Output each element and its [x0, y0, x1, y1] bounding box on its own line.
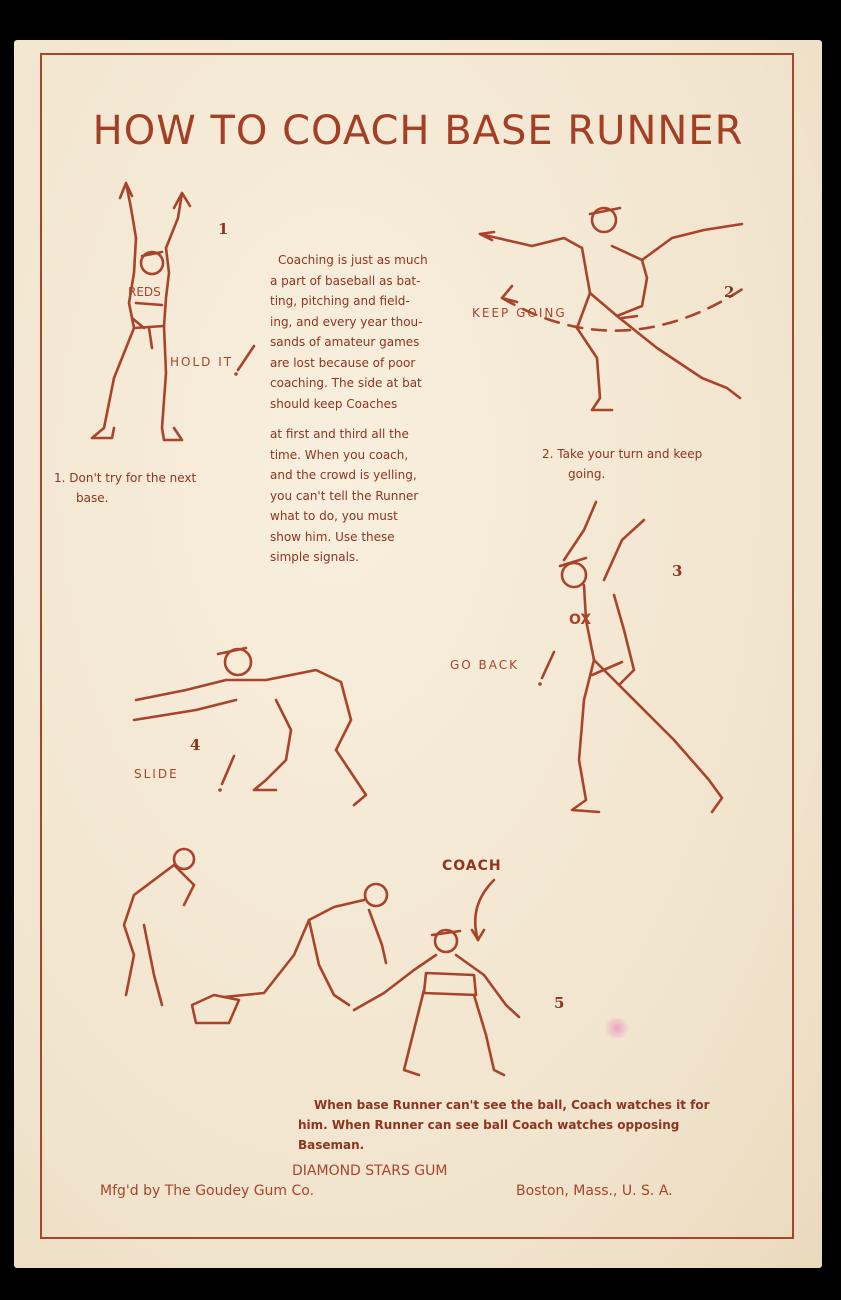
figure-5-number: 5 — [554, 994, 565, 1012]
intro-line: a part of baseball as bat- — [270, 273, 421, 288]
figure-5-coach-label: COACH — [442, 858, 502, 874]
figure-2-caption-line-2: going. — [568, 467, 606, 481]
figure-2-callout: KEEP GOING — [472, 306, 567, 320]
intro-line: ting, pitching and field- — [270, 294, 410, 308]
footer-location: Boston, Mass., U. S. A. — [516, 1183, 673, 1199]
figure-3-jersey-text: OX — [569, 612, 592, 628]
figure-2-number: 2 — [724, 283, 735, 301]
intro-line: you can't tell the Runner — [270, 488, 419, 503]
figure-1-callout: HOLD IT — [170, 355, 234, 369]
intro-line: are lost because of poor — [270, 355, 416, 370]
figure-4-number: 4 — [190, 736, 201, 754]
figure-5-caption — [298, 1095, 734, 1155]
card-title: HOW TO COACH BASE RUNNER — [92, 108, 744, 154]
coach-arrow — [454, 876, 504, 946]
intro-line: simple signals. — [270, 550, 359, 564]
intro-line: should keep Coaches — [270, 396, 398, 411]
figure-1-hold-it — [74, 178, 204, 463]
figure-3-number: 3 — [672, 562, 683, 580]
intro-line: ing, and every year thou- — [270, 314, 423, 329]
intro-line: time. When you coach, — [270, 447, 409, 462]
callout-mark-1 — [234, 340, 274, 380]
figure-5-caption-line-2: him. When Runner can see ball Coach watches opposing — [298, 1118, 680, 1132]
figure-2-caption — [542, 444, 782, 484]
figure-5-caption-line-3: Baseman. — [298, 1138, 365, 1152]
intro-line: at first and third all the — [270, 427, 409, 441]
footer-maker: Mfg'd by The Goudey Gum Co. — [100, 1183, 315, 1199]
figure-1-number: 1 — [218, 220, 229, 238]
figure-1-caption-line-1: 1. Don't try for the next — [54, 471, 197, 485]
ink-stain — [602, 1018, 632, 1038]
figure-4-callout: SLIDE — [134, 767, 179, 781]
intro-line: sands of amateur games — [270, 335, 420, 349]
figure-1-caption-line-2: base. — [76, 491, 109, 505]
footer-brand: DIAMOND STARS GUM — [292, 1163, 448, 1179]
figure-1-caption — [54, 468, 264, 508]
figure-5-caption-line-1: When base Runner can't see the ball, Coach watches it for — [314, 1098, 710, 1112]
intro-line: Coaching is just as much — [278, 253, 428, 267]
intro-line: what to do, you must — [270, 509, 398, 523]
intro-line: and the crowd is yelling, — [270, 468, 417, 482]
intro-line: coaching. The side at bat — [270, 376, 422, 390]
intro-paragraph — [270, 250, 450, 568]
figure-3-callout: GO BACK — [450, 658, 520, 672]
callout-mark-4 — [214, 750, 244, 790]
intro-line: show him. Use these — [270, 529, 395, 544]
callout-mark-3 — [536, 648, 566, 688]
figure-1-jersey-text: REDS — [128, 285, 161, 299]
trading-card — [14, 40, 822, 1268]
figure-2-caption-line-1: 2. Take your turn and keep — [542, 447, 703, 461]
